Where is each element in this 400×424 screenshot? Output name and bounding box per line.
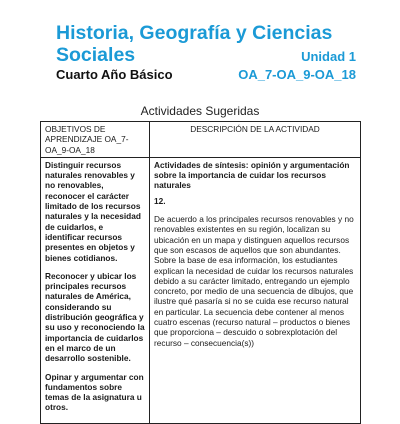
description-header: DESCRIPCIÓN DE LA ACTIVIDAD bbox=[150, 122, 361, 158]
table-row bbox=[41, 157, 361, 423]
objectives-header: OBJETIVOS DE APRENDIZAJE OA_7-OA_9-OA_18 bbox=[41, 122, 150, 158]
document-header bbox=[56, 22, 356, 82]
grade-row bbox=[56, 67, 356, 82]
activity-table bbox=[40, 121, 361, 424]
unit-label: Unidad 1 bbox=[301, 49, 356, 64]
subject-title-line1: Historia, Geografía y Ciencias bbox=[56, 22, 333, 44]
activity-body: De acuerdo a los principales recursos renovables y no renovables existentes en su región, localizan su ubicación en un mapa y distinguen aquellos recursos que son escasos de aquellos que son abundantes. Sobre la base de esa información, los estudiantes explican la necesidad de cuidar los recursos naturales debido a su carácter limitado, entregando un ejemplo concreto, por medio de una secuencia de dibujos, que ilustre qué pasaría si no se cuida ese recurso natural en particular. La secuencia debe contener al menos cuatro escenas (recurso natural – productos o bienes que proporciona – descuido o sobrexplotación del recurso – consecuencia(s)) bbox=[154, 214, 354, 348]
description-cell bbox=[150, 157, 361, 423]
grade-label: Cuarto Año Básico bbox=[56, 67, 173, 82]
oa-codes: OA_7-OA_9-OA_18 bbox=[238, 67, 356, 82]
activity-heading: Actividades de síntesis: opinión y argumentación sobre la importancia de cuidar los recursos naturales bbox=[154, 159, 350, 191]
objective-item: Opinar y argumentar con fundamentos sobre temas de la asignatura u otros. bbox=[45, 371, 144, 413]
objectives-cell bbox=[41, 157, 150, 423]
section-title: Actividades Sugeridas bbox=[140, 104, 260, 118]
objective-item: Reconocer y ubicar los principales recursos naturales de América, considerando su distribución geográfica y su uso y reconociendo la importancia de cuidarlos en el marco de un desarrollo sostenible. bbox=[45, 270, 145, 364]
table-header-row bbox=[41, 122, 361, 158]
activity-number: 12. bbox=[154, 195, 166, 206]
subject-title-line2: Sociales bbox=[56, 44, 136, 66]
objective-item: Distinguir recursos naturales renovables y no renovables, reconocer el carácter limitado de los recursos naturales y la necesidad de cuidarlos, e identificar recursos presentes en objetos y bienes cotidianos. bbox=[45, 159, 141, 263]
title-row bbox=[56, 44, 356, 66]
